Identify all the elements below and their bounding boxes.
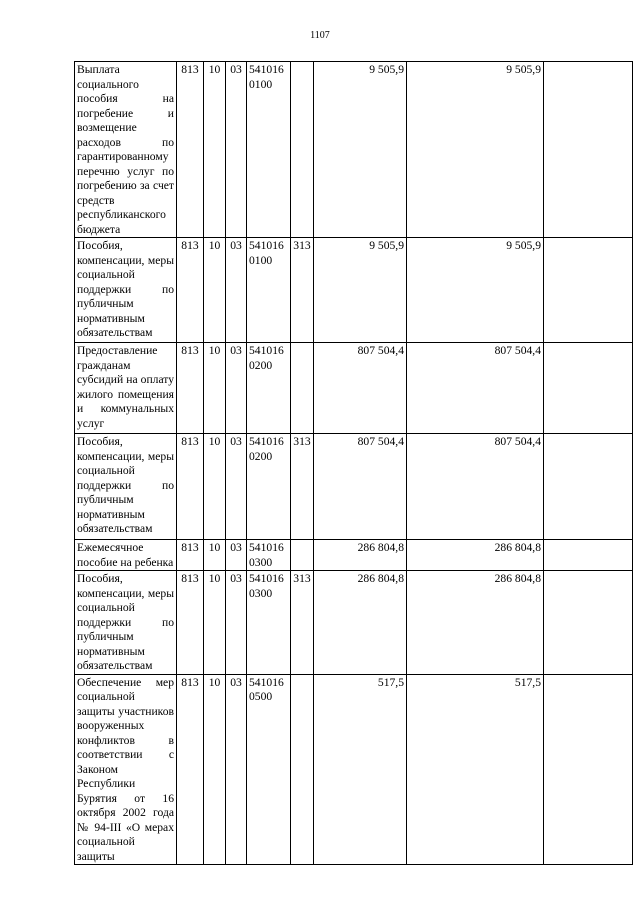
ministry-code-cell: 813 <box>177 434 204 540</box>
amount-cell: 286 804,8 <box>314 571 407 675</box>
section-code-cell: 10 <box>204 571 226 675</box>
target-article-cell: 541016 0200 <box>247 343 291 434</box>
row-name-cell: Ежемесячное пособие на ребенка <box>75 540 177 571</box>
amount-cell: 517,5 <box>407 674 544 865</box>
expense-type-cell <box>291 674 314 865</box>
table-row <box>75 343 633 434</box>
table-row <box>75 62 633 238</box>
section-code-cell: 10 <box>204 540 226 571</box>
expense-type-cell: 313 <box>291 238 314 343</box>
amount-cell <box>544 62 633 238</box>
expense-type-cell <box>291 540 314 571</box>
amount-cell <box>544 343 633 434</box>
subsection-code-cell: 03 <box>226 571 247 675</box>
table-row <box>75 674 633 865</box>
row-name-cell: Предоставление гражданам субсидий на оплату жилого помещения и коммунальных услуг <box>75 343 177 434</box>
section-code-cell: 10 <box>204 238 226 343</box>
ministry-code-cell: 813 <box>177 238 204 343</box>
amount-cell: 286 804,8 <box>407 540 544 571</box>
amount-cell: 286 804,8 <box>407 571 544 675</box>
target-article-cell: 541016 0300 <box>247 571 291 675</box>
ministry-code-cell: 813 <box>177 540 204 571</box>
amount-cell: 807 504,4 <box>314 343 407 434</box>
ministry-code-cell: 813 <box>177 62 204 238</box>
amount-cell: 9 505,9 <box>314 62 407 238</box>
page-number: 1107 <box>310 30 330 41</box>
budget-table <box>74 61 633 865</box>
section-code-cell: 10 <box>204 62 226 238</box>
amount-cell: 9 505,9 <box>407 62 544 238</box>
target-article-cell: 541016 0500 <box>247 674 291 865</box>
subsection-code-cell: 03 <box>226 343 247 434</box>
amount-cell <box>544 434 633 540</box>
table-row <box>75 434 633 540</box>
table-row <box>75 238 633 343</box>
ministry-code-cell: 813 <box>177 343 204 434</box>
subsection-code-cell: 03 <box>226 674 247 865</box>
target-article-cell: 541016 0300 <box>247 540 291 571</box>
subsection-code-cell: 03 <box>226 238 247 343</box>
section-code-cell: 10 <box>204 674 226 865</box>
row-name-cell: Пособия, компенсации, меры социальной поддержки по публичным нормативным обязательствам <box>75 238 177 343</box>
amount-cell <box>544 571 633 675</box>
row-name-cell: Выплата социального пособия на погребение и возмещение расходов по гарантированному перечню услуг по погребению за счет средств республиканского бюджета <box>75 62 177 238</box>
amount-cell <box>544 238 633 343</box>
subsection-code-cell: 03 <box>226 62 247 238</box>
expense-type-cell <box>291 62 314 238</box>
amount-cell: 517,5 <box>314 674 407 865</box>
amount-cell: 286 804,8 <box>314 540 407 571</box>
ministry-code-cell: 813 <box>177 571 204 675</box>
expense-type-cell: 313 <box>291 571 314 675</box>
amount-cell: 807 504,4 <box>407 434 544 540</box>
amount-cell <box>544 540 633 571</box>
section-code-cell: 10 <box>204 343 226 434</box>
amount-cell: 9 505,9 <box>314 238 407 343</box>
target-article-cell: 541016 0100 <box>247 62 291 238</box>
subsection-code-cell: 03 <box>226 434 247 540</box>
subsection-code-cell: 03 <box>226 540 247 571</box>
table-row <box>75 540 633 571</box>
expense-type-cell: 313 <box>291 434 314 540</box>
expense-type-cell <box>291 343 314 434</box>
amount-cell: 807 504,4 <box>407 343 544 434</box>
row-name-cell: Обеспечение мер социальной защиты участников вооруженных конфликтов в соответствии с Законом Республики Бурятия от 16 октября 2002 года № 94-III «О мерах социальной защиты <box>75 674 177 865</box>
amount-cell: 807 504,4 <box>314 434 407 540</box>
row-name-cell: Пособия, компенсации, меры социальной поддержки по публичным нормативным обязательствам <box>75 434 177 540</box>
target-article-cell: 541016 0100 <box>247 238 291 343</box>
target-article-cell: 541016 0200 <box>247 434 291 540</box>
row-name-cell: Пособия, компенсации, меры социальной поддержки по публичным нормативным обязательствам <box>75 571 177 675</box>
amount-cell: 9 505,9 <box>407 238 544 343</box>
table-row <box>75 571 633 675</box>
amount-cell <box>544 674 633 865</box>
section-code-cell: 10 <box>204 434 226 540</box>
ministry-code-cell: 813 <box>177 674 204 865</box>
